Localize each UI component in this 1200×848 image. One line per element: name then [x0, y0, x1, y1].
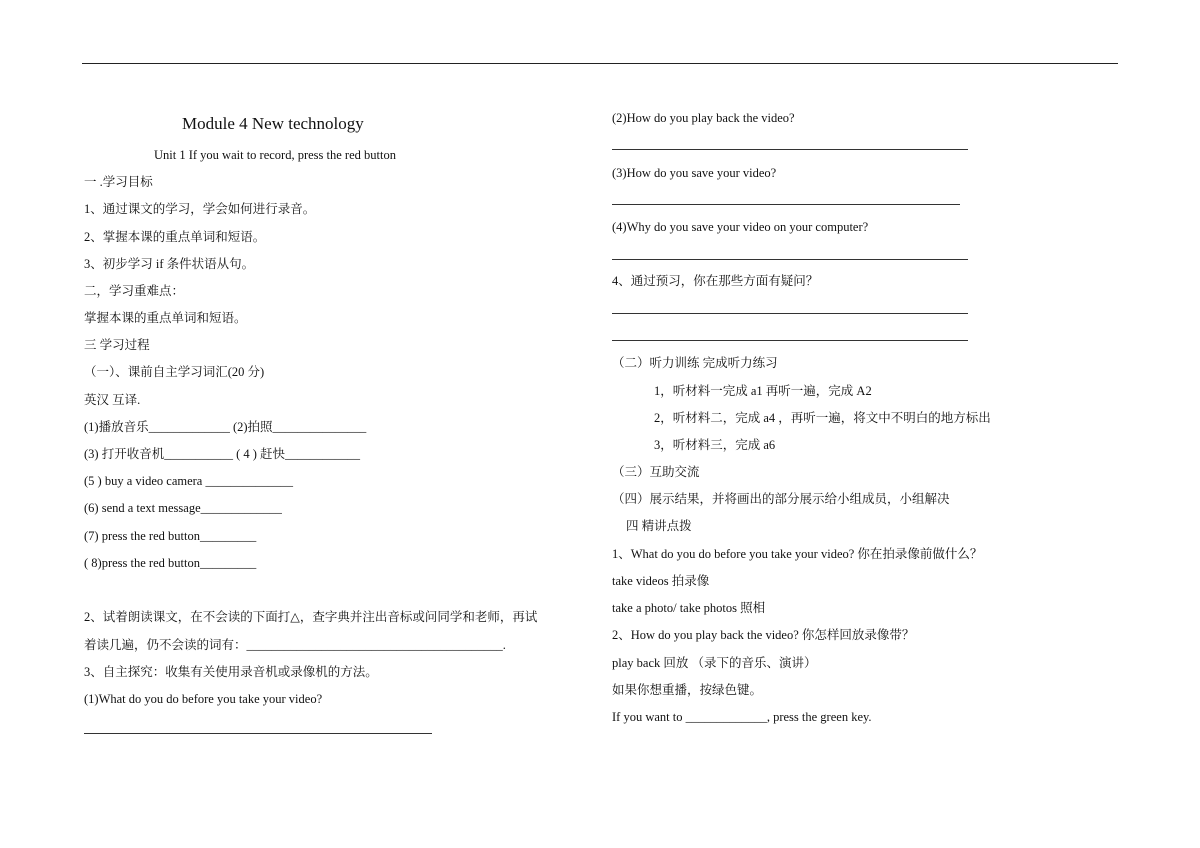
section-heading: 一 .学习目标 [84, 175, 153, 189]
list-item: 1，听材料一完成 a1 再听一遍，完成 A2 [654, 384, 872, 398]
paragraph-text: 1、What do you do before you take your video? 你在拍录像前做什么？ [612, 547, 983, 561]
question-text: (4)Why do you save your video on your computer? [612, 220, 869, 234]
exercise-item: (6) send a text message_____________ [84, 501, 282, 515]
instruction-text: 英汉 互译. [84, 393, 141, 407]
question-text: (3)How do you save your video? [612, 166, 777, 180]
paragraph-text: 如果你想重播，按绿色键。 [612, 683, 763, 697]
subsection-heading: （一）、课前自主学习词汇(20 分) [84, 365, 265, 379]
answer-line[interactable] [612, 259, 968, 260]
exercise-item: (3) 打开收音机___________ ( 4 ) 赶快____________ [84, 447, 361, 461]
question-text: (2)How do you play back the video? [612, 111, 795, 125]
list-item: 1、通过课文的学习，学会如何进行录音。 [84, 202, 316, 216]
exercise-item: (5 ) buy a video camera ______________ [84, 474, 293, 488]
list-item: 掌握本课的重点单词和短语。 [84, 311, 247, 325]
paragraph-text: take videos 拍录像 [612, 574, 710, 588]
answer-line[interactable] [84, 733, 432, 734]
question-text: (1)What do you do before you take your video? [84, 692, 323, 706]
answer-line[interactable] [612, 340, 968, 341]
list-item: 3、初步学习 if 条件状语从句。 [84, 257, 255, 271]
header-rule [82, 63, 1118, 64]
section-heading: 四 精讲点拨 [626, 519, 692, 533]
list-item: 2、掌握本课的重点单词和短语。 [84, 230, 266, 244]
page-title: Module 4 New technology [182, 114, 364, 133]
unit-subtitle: Unit 1 If you wait to record, press the red button [154, 148, 396, 162]
answer-line[interactable] [612, 313, 968, 314]
section-heading: 三 学习过程 [84, 338, 150, 352]
paragraph-text: 2、试着朗读课文，在不会读的下面打△，查字典并注出音标或问同学和老师，再试 [84, 610, 538, 624]
exercise-item: (1)播放音乐_____________ (2)拍照_______________ [84, 420, 367, 434]
paragraph-text: take a photo/ take photos 照相 [612, 601, 766, 615]
answer-line[interactable] [612, 204, 960, 205]
subsection-heading: （二）听力训练 完成听力练习 [612, 356, 778, 370]
subsection-heading: （三）互助交流 [612, 465, 700, 479]
list-item: 3，听材料三，完成 a6 [654, 438, 776, 452]
question-text: 4、通过预习，你在那些方面有疑问？ [612, 274, 819, 288]
answer-line[interactable] [612, 149, 968, 150]
subsection-heading: （四）展示结果，并将画出的部分展示给小组成员，小组解决 [612, 492, 950, 506]
paragraph-text: 着读几遍，仍不会读的词有：_________________________________________. [84, 638, 506, 652]
list-item: 2，听材料二，完成 a4 ，再听一遍，将文中不明白的地方标出 [654, 411, 991, 425]
exercise-item: ( 8)press the red button_________ [84, 556, 257, 570]
section-heading: 二，学习重难点： [84, 284, 185, 298]
paragraph-text: If you want to _____________, press the green key. [612, 710, 872, 724]
paragraph-text: 2、How do you play back the video? 你怎样回放录像带？ [612, 628, 915, 642]
exercise-item: (7) press the red button_________ [84, 529, 257, 543]
paragraph-text: play back 回放 （录下的音乐、演讲） [612, 656, 817, 670]
paragraph-text: 3、自主探究：收集有关使用录音机或录像机的方法。 [84, 665, 378, 679]
